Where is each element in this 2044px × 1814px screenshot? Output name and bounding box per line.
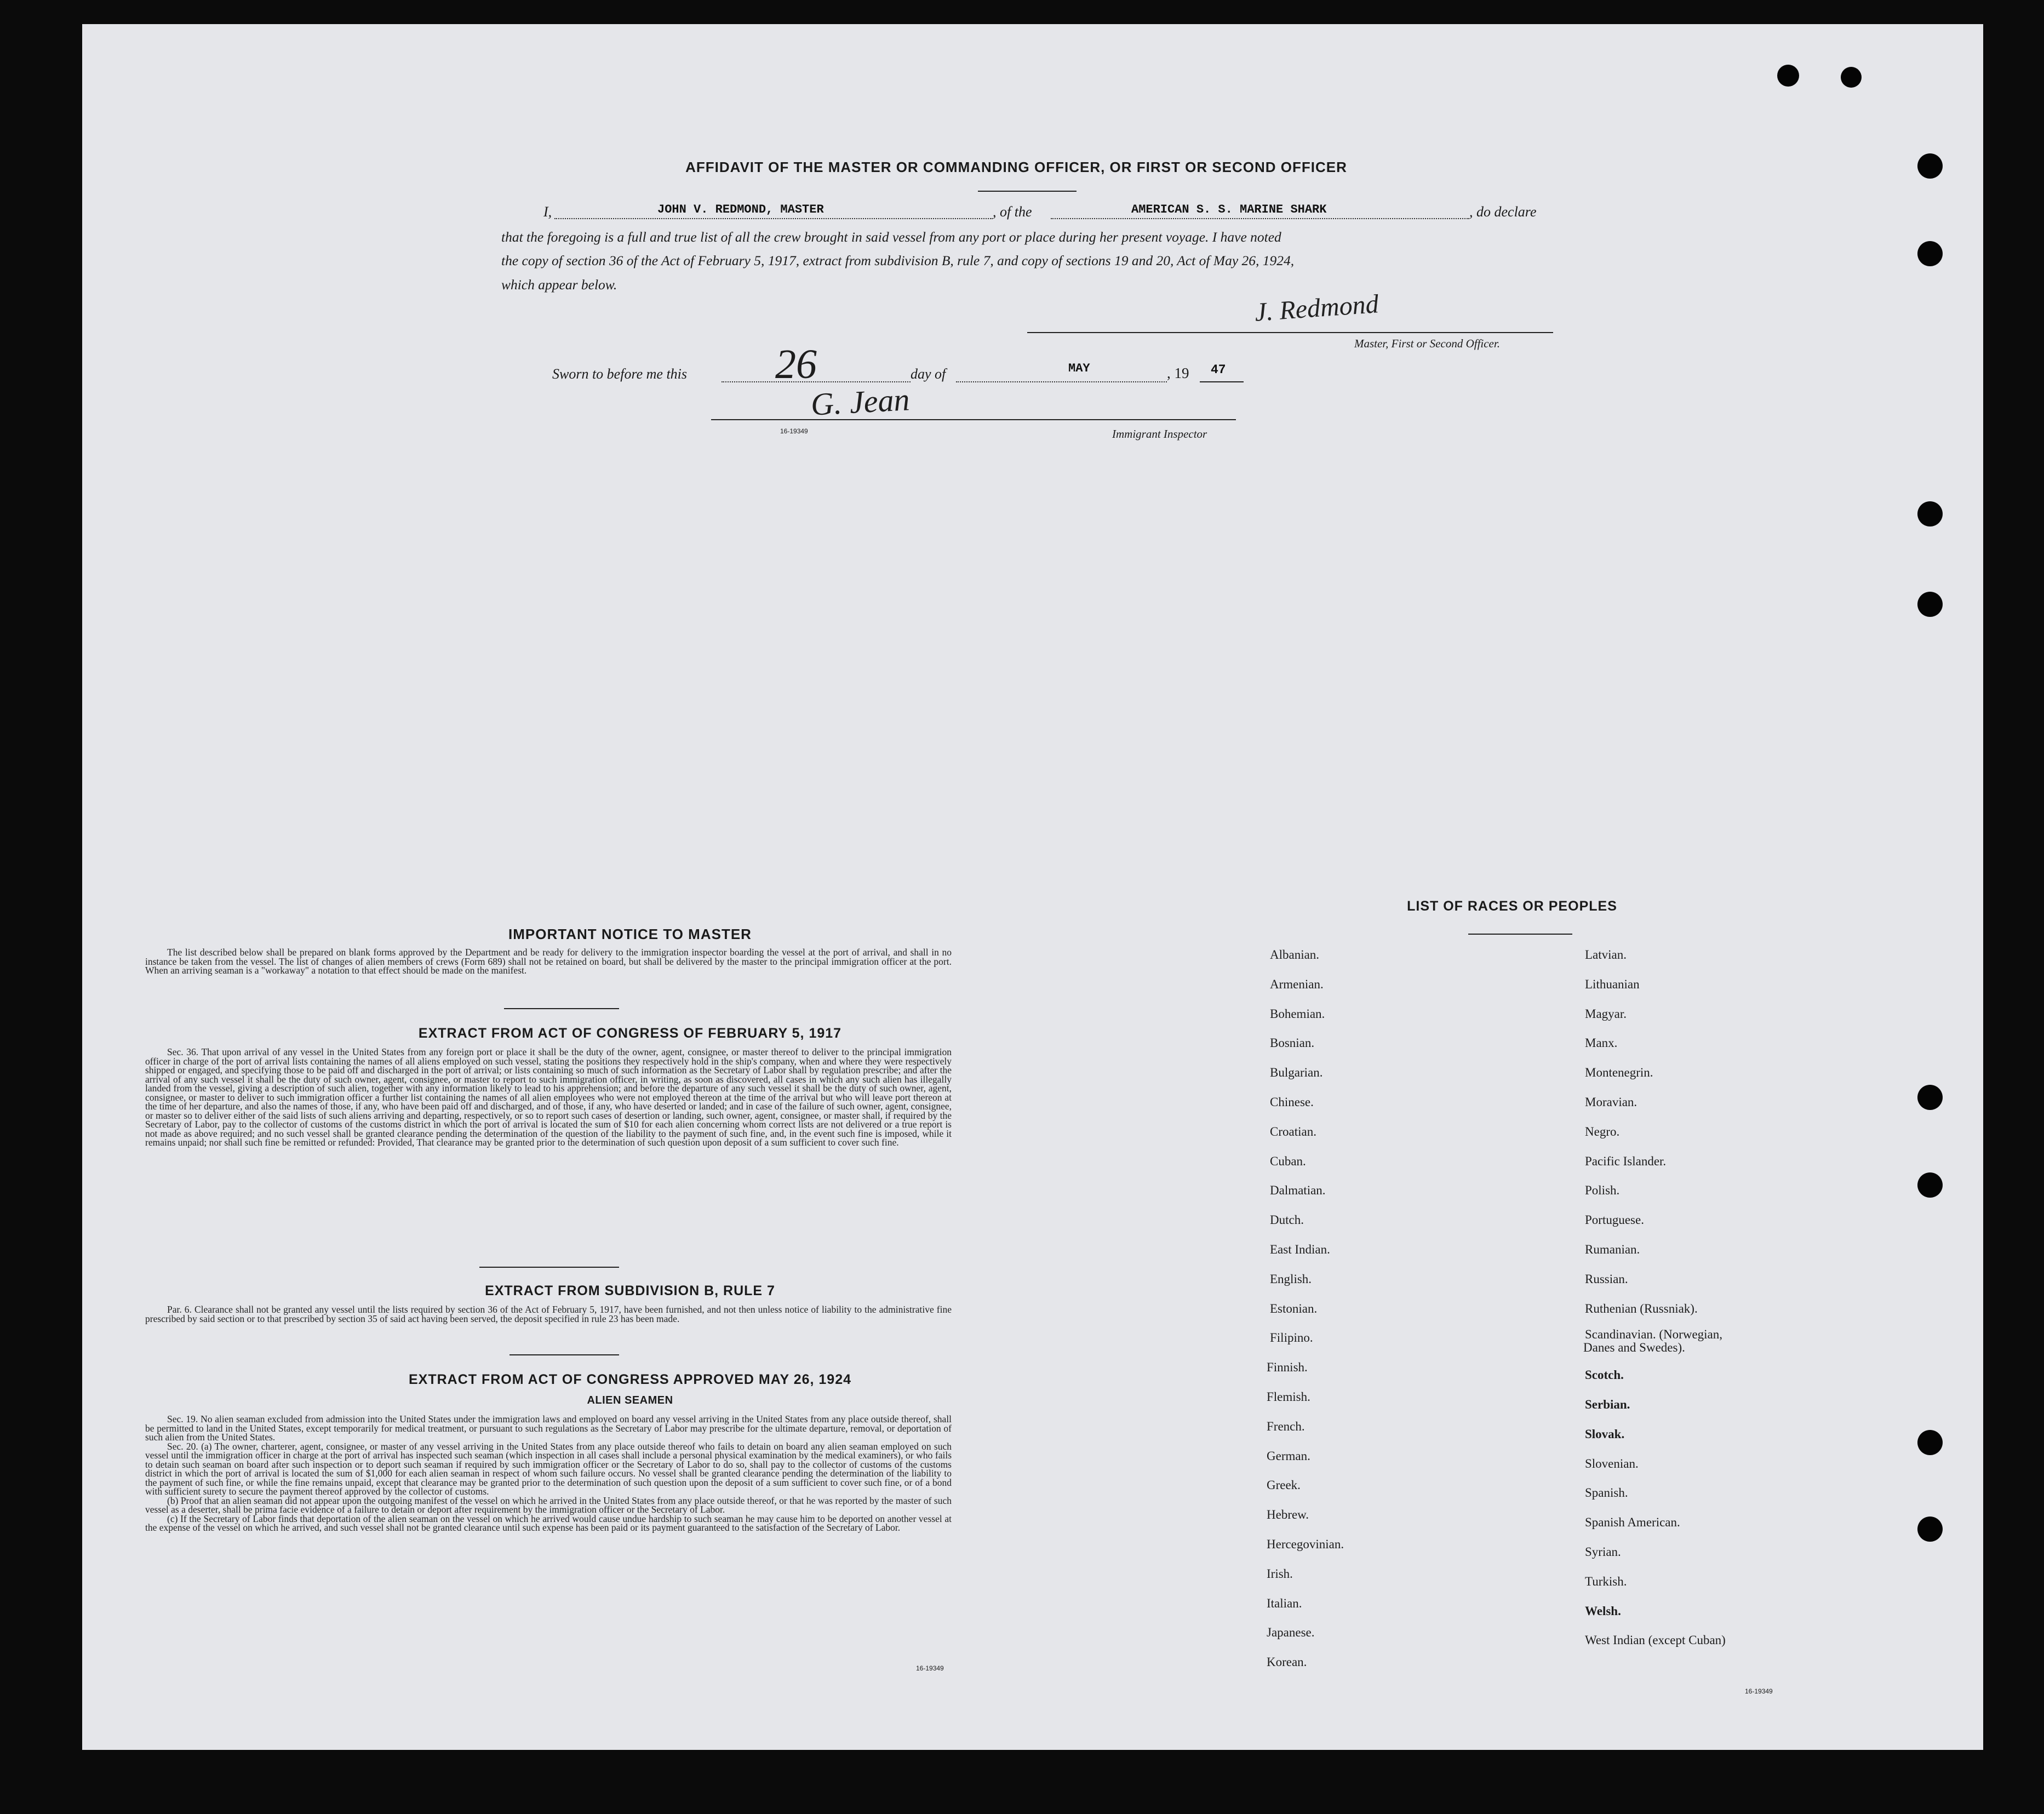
sec20a-text: Sec. 20. (a) The owner, charterer, agent, consignee, or master of any vessel arriving in the United States from any place outside thereof who fails to detain on board any alien seaman employed on such vessel until the immigration officer in charge at the port of arrival has inspected such seaman (which inspection in all cases shall include a personal physical examination by the medical examiners), or who fails to detain such seaman on board after such inspection or to deport such seaman if required by such immigration officer or the Secretary of Labor to do so, shall pay to the collector of customs of the customs district in which the port of arrival is located the sum of $1,000 for each alien seaman in respect of whom such failure occurs. No vessel shall be granted clearance pending the determination of the liability to the payment of such fine, or while the fine remains unpaid, except that clearance may be granted prior to the determination of such question upon the deposit of a sum sufficient to cover such fine, or of a bond with sufficient surety to secure the payment thereof approved by the collector of customs. xyxy=(145,1440,952,1497)
race-left-item: Korean. xyxy=(1267,1655,1307,1669)
alien-seamen-subtitle: ALIEN SEAMEN xyxy=(587,1394,673,1406)
affidavit-body-line3: which appear below. xyxy=(501,277,617,293)
race-left-item: German. xyxy=(1267,1449,1310,1463)
race-right-item: Lithuanian xyxy=(1585,977,1640,991)
race-right-item: Polish. xyxy=(1585,1183,1620,1197)
race-right-item: Pacific Islander. xyxy=(1585,1154,1667,1168)
master-caption: Master, First or Second Officer. xyxy=(1354,337,1500,350)
race-right-item: Portuguese. xyxy=(1585,1213,1644,1227)
race-right-item: Slovak. xyxy=(1585,1427,1625,1441)
notice-title: IMPORTANT NOTICE TO MASTER xyxy=(508,926,752,942)
race-right-item: Turkish. xyxy=(1585,1575,1627,1588)
notice-divider xyxy=(504,1008,619,1009)
race-right-item: Manx. xyxy=(1585,1036,1618,1050)
sworn-month: MAY xyxy=(1068,362,1090,375)
race-left-item: Croatian. xyxy=(1270,1125,1316,1138)
race-right-item: Ruthenian (Russniak). xyxy=(1585,1302,1698,1315)
race-left-item: Dutch. xyxy=(1270,1213,1304,1227)
affidavit-form-number: 16-19349 xyxy=(780,427,808,435)
notice-text-block xyxy=(145,948,952,975)
extract-form-number: 16-19349 xyxy=(916,1664,944,1672)
punch-hole xyxy=(1917,592,1943,617)
race-left-item: Hercegovinian. xyxy=(1267,1537,1344,1551)
race-left-item: Hebrew. xyxy=(1267,1508,1309,1521)
punch-hole xyxy=(1917,153,1943,179)
extract1924-title: EXTRACT FROM ACT OF CONGRESS APPROVED MAY 26, 1924 xyxy=(408,1372,852,1387)
races-form-number: 16-19349 xyxy=(1745,1687,1773,1695)
extract1917-divider xyxy=(479,1267,619,1268)
race-left-item: Bulgarian. xyxy=(1270,1066,1323,1079)
race-left-item: Chinese. xyxy=(1270,1095,1314,1109)
i-label: I, xyxy=(543,204,552,220)
of-the-label: , of the xyxy=(993,204,1032,220)
race-right-item: Danes and Swedes). xyxy=(1583,1341,1685,1354)
affidavit-body-line2: the copy of section 36 of the Act of February 5, 1917, extract from subdivision B, rule 7, and copy of sections 19 and 20, Act of May 26, 1924, xyxy=(501,253,1295,268)
sworn-day: 26 xyxy=(775,341,817,387)
punch-hole xyxy=(1917,241,1943,266)
rule7-text: Par. 6. Clearance shall not be granted any vessel until the lists required by section 36 of the Act of February 5, 1917, have been furnished, and not then unless notice of liability to the administrative fine prescribed by said section or to that prescribed by section 35 of said act having been served, the deposit specified in rule 23 has been made. xyxy=(145,1304,952,1324)
race-right-item: Serbian. xyxy=(1585,1398,1630,1411)
master-name: JOHN V. REDMOND, MASTER xyxy=(657,203,824,216)
vessel-name: AMERICAN S. S. MARINE SHARK xyxy=(1131,203,1327,216)
race-left-item: Greek. xyxy=(1267,1478,1301,1492)
sworn-label: Sworn to before me this xyxy=(552,366,688,382)
race-left-item: Filipino. xyxy=(1270,1331,1313,1344)
sworn-month-underline xyxy=(956,381,1167,382)
sec20c-text: (c) If the Secretary of Labor finds that deportation of the alien seaman on the vessel on which he arrived would cause undue hardship to such seaman he may cause him to be deported on another vessel at the expense of the vessel on which he arrived, and such vessel shall not be granted clearance until such expense has been paid or its payment guaranteed to the satisfaction of the Secretary of Labor. xyxy=(145,1513,952,1533)
notice-text: The list described below shall be prepared on blank forms approved by the Department and be ready for delivery to the immigration inspector boarding the vessel at the port of arrival, and shall in no instance be taken from the vessel. The list of changes of alien members of crews (Form 689) shall not be retained on board, but shall be delivered by the master to the principal immigration officer at the port. When an arriving seaman is a "workaway" a notation to that effect should be made on the manifest. xyxy=(145,947,952,976)
punch-hole xyxy=(1841,67,1862,88)
race-left-item: French. xyxy=(1267,1420,1305,1433)
race-right-item: Slovenian. xyxy=(1585,1457,1639,1470)
race-left-item: Albanian. xyxy=(1270,948,1320,962)
race-left-item: English. xyxy=(1270,1272,1312,1286)
race-right-item: West Indian (except Cuban) xyxy=(1585,1633,1726,1647)
race-right-item: Syrian. xyxy=(1585,1545,1621,1559)
race-left-item: Cuban. xyxy=(1270,1154,1306,1168)
race-right-item: Magyar. xyxy=(1585,1007,1627,1021)
declare-label: , do declare xyxy=(1469,204,1537,220)
year-underline xyxy=(1200,381,1244,382)
race-right-item: Negro. xyxy=(1585,1125,1620,1138)
race-right-item: Scotch. xyxy=(1585,1368,1624,1382)
year-suffix: 47 xyxy=(1211,363,1226,377)
extract1917-text-block xyxy=(145,1048,952,1147)
race-left-item: Bohemian. xyxy=(1270,1007,1325,1021)
day-of-label: day of xyxy=(911,366,946,382)
race-left-item: Irish. xyxy=(1267,1567,1293,1581)
punch-hole xyxy=(1917,1085,1943,1110)
master-signature-line xyxy=(1027,332,1553,333)
rule7-text-block xyxy=(145,1305,952,1323)
vessel-underline xyxy=(1051,218,1469,219)
races-title: LIST OF RACES OR PEOPLES xyxy=(1407,899,1617,914)
race-left-item: East Indian. xyxy=(1270,1243,1330,1256)
extract1924-text-block xyxy=(145,1415,952,1532)
extract1917-text: Sec. 36. That upon arrival of any vessel in the United States from any foreign port or place it shall be the duty of the owner, agent, consignee, or master thereof to deliver to the principal immigration officer in charge of the port of arrival lists containing the names of all aliens employed on such vessel, stating the positions they respectively hold in the ship's company, when and where they were respectively shipped or engaged, and specifying those to be paid off and discharged in the port of arrival; or lists containing so much of such information as the Secretary of Labor shall by regulation prescribe; and after the arrival of any such vessel it shall be the duty of such owner, agent, consignee, or master to report to such immigration officer, in writing, as soon as discovered, all cases in which any such alien has illegally landed from the vessel, giving a description of such alien, together with any information likely to lead to his apprehension; and before the departure of any such vessel it shall be the duty of such owner, agent, consignee, or master to deliver to such immigration officer a further list containing the names of all alien employees who were not employed thereon at the time of the arrival but who will leave port thereon at the time of her departure, and also the names of those, if any, who have been paid off and discharged, and of those, if any, who have deserted or landed; and in case of the failure of such owner, agent, consignee, or master so to deliver either of the said lists of such aliens arriving and departing, respectively, or so to report such cases of desertion or landing, such owner, agent, consignee, or master shall, if required by the Secretary of Labor, pay to the collector of customs of the customs district in which the port of arrival is located the sum of $10 for each alien concerning whom correct lists are not delivered or a true report is not made as above required; and no such vessel shall be granted clearance pending the determination of the question of the liability to the payment of such fine, and, in the event such fine is imposed, while it remains unpaid; nor shall such fine be remitted or refunded: Provided, That clearance may be granted prior to the determination of such question upon deposit of a sum sufficient to cover such fine. xyxy=(145,1046,952,1148)
race-right-item: Spanish American. xyxy=(1585,1515,1680,1529)
inspector-signature-line xyxy=(711,419,1236,420)
inspector-caption: Immigrant Inspector xyxy=(1112,427,1207,440)
master-signature: J. Redmond xyxy=(1253,289,1380,327)
punch-hole xyxy=(1917,1430,1943,1455)
extract1917-title: EXTRACT FROM ACT OF CONGRESS OF FEBRUARY 5, 1917 xyxy=(418,1026,842,1041)
sec19-text: Sec. 19. No alien seaman excluded from admission into the United States under the immigration laws and employed on board any vessel arriving in the United States from any place outside thereof, shall be permitted to land in the United States, except temporarily for medical treatment, or pursuant to such regulations as the Secretary of Labor may prescribe for the ultimate departure, removal, or deportation of such alien from the United States. xyxy=(145,1414,952,1443)
race-right-item: Rumanian. xyxy=(1585,1243,1640,1256)
race-left-item: Japanese. xyxy=(1267,1626,1315,1639)
punch-hole xyxy=(1917,1172,1943,1198)
year-prefix: , 19 xyxy=(1167,365,1189,381)
punch-hole xyxy=(1917,501,1943,527)
race-right-item: Spanish. xyxy=(1585,1486,1628,1500)
punch-hole xyxy=(1777,65,1799,87)
race-right-item: Montenegrin. xyxy=(1585,1066,1653,1079)
races-divider xyxy=(1468,934,1572,935)
rule7-title: EXTRACT FROM SUBDIVISION B, RULE 7 xyxy=(485,1283,775,1298)
race-left-item: Italian. xyxy=(1267,1596,1302,1610)
inspector-signature: G. Jean xyxy=(810,381,911,422)
race-right-item: Welsh. xyxy=(1585,1604,1621,1618)
rule7-divider xyxy=(509,1354,619,1355)
race-right-item: Moravian. xyxy=(1585,1095,1638,1109)
affidavit-title: AFFIDAVIT OF THE MASTER OR COMMANDING OFFICER, OR FIRST OR SECOND OFFICER xyxy=(685,159,1347,175)
race-left-item: Estonian. xyxy=(1270,1302,1318,1315)
race-right-item: Scandinavian. (Norwegian, xyxy=(1585,1327,1723,1341)
race-left-item: Armenian. xyxy=(1270,977,1324,991)
sec20b-text: (b) Proof that an alien seaman did not appear upon the outgoing manifest of the vessel on which he arrived in the United States from any place outside thereof, or that he was reported by the master of such vessel as a deserter, shall be prima facie evidence of a failure to detain or deport after requirement by the immigration officer or the Secretary of Labor. xyxy=(145,1495,952,1515)
race-left-item: Flemish. xyxy=(1267,1390,1310,1404)
title-divider xyxy=(978,191,1077,192)
race-left-item: Finnish. xyxy=(1267,1360,1308,1374)
race-left-item: Dalmatian. xyxy=(1270,1183,1326,1197)
name-underline xyxy=(554,218,993,219)
affidavit-body-line1: that the foregoing is a full and true list of all the crew brought in said vessel from any port or place during her present voyage. I have noted xyxy=(501,229,1281,245)
race-right-item: Latvian. xyxy=(1585,948,1627,962)
race-right-item: Russian. xyxy=(1585,1272,1628,1286)
punch-hole xyxy=(1917,1517,1943,1542)
race-left-item: Bosnian. xyxy=(1270,1036,1315,1050)
